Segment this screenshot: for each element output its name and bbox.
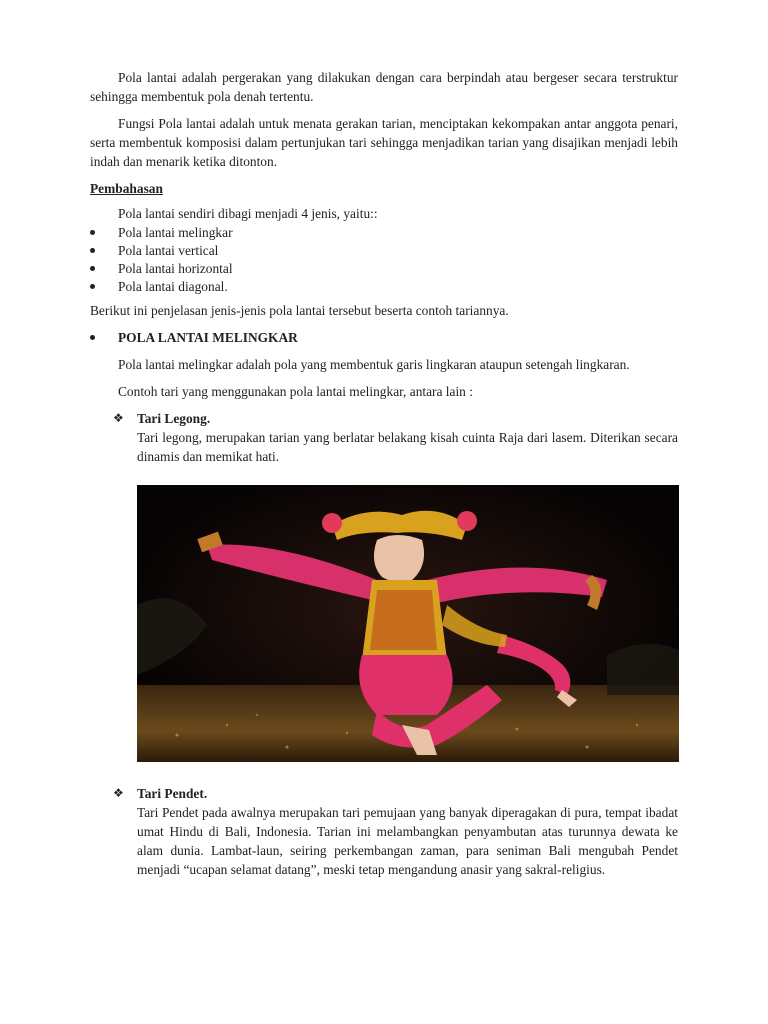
dance-title: Tari Legong. <box>137 411 211 426</box>
dance-item-pendet <box>113 784 678 879</box>
section-title: POLA LANTAI MELINGKAR <box>90 328 678 347</box>
dance-item-legong <box>90 409 678 466</box>
bullet-icon <box>90 284 95 289</box>
dance-description: Tari Pendet pada awalnya merupakan tari pemujaan yang banyak diperagakan di pura, tempat ibadat umat Hindu di Bali, Indonesia. Tarian ini melambangkan penyambutan atas turunnya dewata ke alam dunia. Lambat-laun, seiring perkembangan zaman, para seniman Bali mengubah Pendet menjadi “ucapan selamat datang”, meski tetap mengandung anasir yang sakral-religius. <box>137 805 678 877</box>
diamond-bullet-icon: ❖ <box>113 786 124 800</box>
function-paragraph: Fungsi Pola lantai adalah untuk menata gerakan tarian, menciptakan kekompakan antar anggota penari, serta membentuk komposisi dalam pertunjukan tari sehingga menjadikan tarian yang disajikan menjadi lebih indah dan menarik ketika ditonton. <box>90 116 678 169</box>
document-page <box>90 68 678 466</box>
bullet-icon <box>90 248 95 253</box>
bullet-icon <box>90 230 95 235</box>
list-item: Pola lantai horizontal <box>90 259 678 277</box>
list-item: Pola lantai vertical <box>90 241 678 259</box>
bullet-icon <box>90 335 95 340</box>
list-item: Pola lantai melingkar <box>90 223 678 241</box>
discussion-heading: Pembahasan <box>90 181 163 196</box>
examples-intro: Contoh tari yang menggunakan pola lantai melingkar, antara lain : <box>118 384 473 399</box>
legong-dancer-photo <box>137 485 679 762</box>
explanation-intro: Berikut ini penjelasan jenis-jenis pola lantai tersebut beserta contoh tariannya. <box>90 303 509 318</box>
section-definition: Pola lantai melingkar adalah pola yang membentuk garis lingkaran ataupun setengah lingkaran. <box>118 357 630 372</box>
dance-title: Tari Pendet. <box>137 786 208 801</box>
types-intro: Pola lantai sendiri dibagi menjadi 4 jenis, yaitu:: <box>118 206 378 221</box>
types-list <box>90 223 678 295</box>
intro-paragraph: Pola lantai adalah pergerakan yang dilakukan dengan cara berpindah atau bergeser secara terstruktur sehingga membentuk pola denah tertentu. <box>90 70 678 104</box>
diamond-bullet-icon: ❖ <box>113 411 124 425</box>
bullet-icon <box>90 266 95 271</box>
dance-description: Tari legong, merupakan tarian yang berlatar belakang kisah cuinta Raja dari lasem. Diterikan secara dinamis dan memikat hati. <box>137 430 678 464</box>
list-item: Pola lantai diagonal. <box>90 277 678 295</box>
